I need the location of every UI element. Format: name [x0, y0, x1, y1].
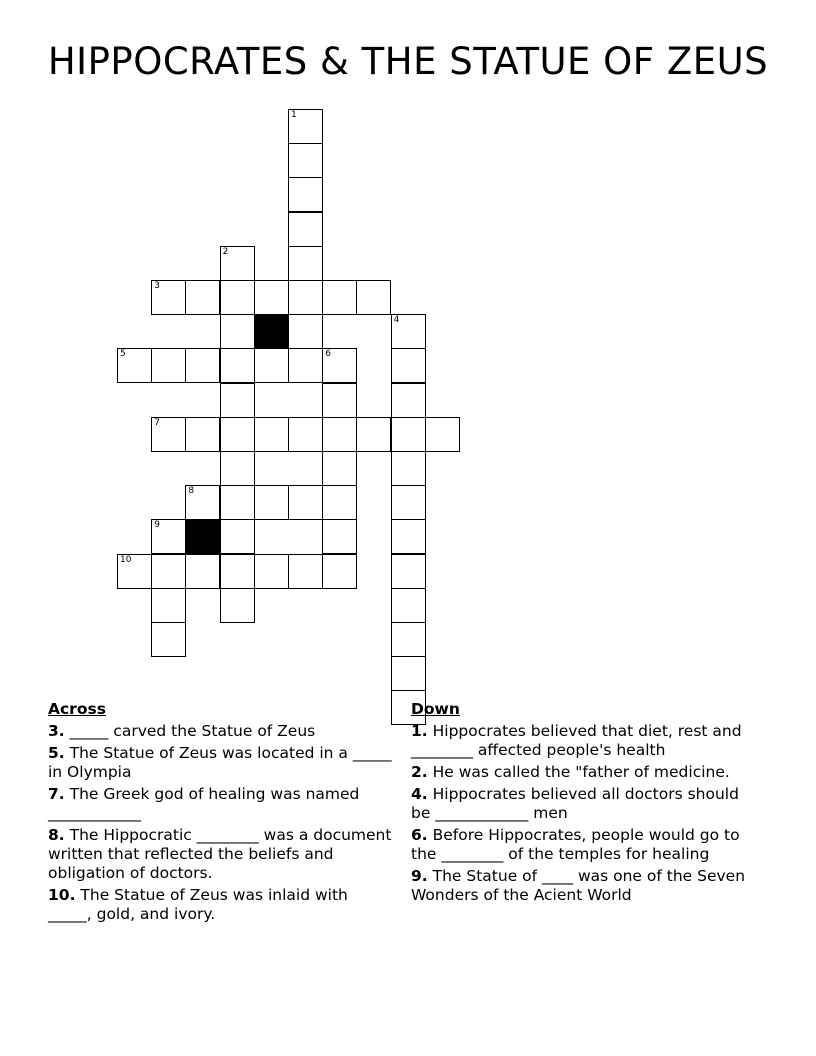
down-clues [411, 700, 756, 908]
cell-number: 9 [154, 520, 160, 531]
grid-cell[interactable] [288, 246, 323, 281]
clue-text: The Statue of Zeus was inlaid with _____, gold, and ivory. [48, 886, 348, 923]
clue-across-8 [48, 826, 393, 883]
clue-across-7 [48, 785, 393, 823]
grid-cell[interactable] [288, 143, 323, 178]
cell-number: 5 [120, 349, 126, 360]
grid-cell[interactable] [288, 280, 323, 315]
cell-number: 2 [222, 246, 229, 257]
grid-cell[interactable] [220, 280, 255, 315]
grid-cell[interactable] [185, 554, 220, 589]
clue-number: 9. [411, 867, 428, 885]
clue-text: He was called the "father of medicine. [432, 763, 730, 781]
clue-down-6 [411, 826, 756, 864]
grid-cell[interactable] [254, 417, 289, 452]
grid-cell[interactable] [185, 348, 220, 383]
across-clues [48, 700, 393, 927]
grid-cell[interactable] [288, 314, 323, 349]
grid-cell[interactable] [288, 212, 323, 247]
grid-cell[interactable] [220, 554, 255, 589]
grid-cell[interactable] [151, 519, 186, 554]
clue-number: 4. [411, 785, 428, 803]
clue-across-3 [48, 722, 393, 741]
grid-cell[interactable] [288, 417, 323, 452]
grid-cell[interactable] [391, 622, 426, 657]
clue-number: 5. [48, 744, 65, 762]
grid-cell[interactable] [254, 280, 289, 315]
grid-cell[interactable] [391, 656, 426, 691]
grid-cell[interactable] [220, 348, 255, 383]
grid-cell[interactable] [220, 519, 255, 554]
clue-text: The Greek god of healing was named ____________ [48, 785, 360, 822]
clue-text: _____ carved the Statue of Zeus [69, 722, 316, 740]
grid-cell[interactable] [391, 588, 426, 623]
clue-text: Before Hippocrates, people would go to the ________ of the temples for healing [411, 826, 740, 863]
grid-cell[interactable] [151, 348, 186, 383]
grid-cell[interactable] [391, 554, 426, 589]
grid-cell[interactable] [288, 177, 323, 212]
cell-number: 10 [120, 554, 132, 565]
grid-cell[interactable] [254, 485, 289, 520]
across-heading: Across [48, 700, 106, 718]
grid-cell[interactable] [220, 383, 255, 418]
grid-cell[interactable] [391, 519, 426, 554]
grid-cell[interactable] [151, 554, 186, 589]
grid-cell[interactable] [391, 314, 426, 349]
grid-cell[interactable] [185, 485, 220, 520]
grid-cell[interactable] [356, 280, 391, 315]
grid-cell[interactable] [322, 348, 357, 383]
grid-cell[interactable] [185, 417, 220, 452]
grid-cell[interactable] [288, 554, 323, 589]
grid-cell[interactable] [322, 417, 357, 452]
clue-number: 1. [411, 722, 428, 740]
grid-cell[interactable] [288, 348, 323, 383]
grid-cell[interactable] [391, 485, 426, 520]
clue-number: 10. [48, 886, 76, 904]
grid-cell[interactable] [322, 519, 357, 554]
grid-cell[interactable] [117, 554, 152, 589]
grid-cell[interactable] [220, 588, 255, 623]
grid-cell[interactable] [151, 622, 186, 657]
puzzle-title: HIPPOCRATES & THE STATUE OF ZEUS [47, 40, 769, 83]
grid-cell[interactable] [288, 109, 323, 144]
grid-cell[interactable] [322, 485, 357, 520]
grid-block [185, 519, 220, 554]
cell-number: 4 [393, 315, 400, 326]
clue-text: The Statue of Zeus was located in a _____ in Olympia [48, 744, 392, 781]
cell-number: 6 [325, 349, 331, 360]
grid-cell[interactable] [391, 348, 426, 383]
grid-cell[interactable] [322, 554, 357, 589]
grid-cell[interactable] [356, 417, 391, 452]
clue-down-2 [411, 763, 756, 782]
grid-cell[interactable] [425, 417, 460, 452]
grid-cell[interactable] [322, 451, 357, 486]
clue-number: 7. [48, 785, 65, 803]
clue-number: 2. [411, 763, 428, 781]
clue-text: The Hippocratic ________ was a document written that reflected the beliefs and obligation of doctors. [48, 826, 392, 882]
clue-across-5 [48, 744, 393, 782]
grid-cell[interactable] [220, 417, 255, 452]
clue-down-4 [411, 785, 756, 823]
clue-across-10 [48, 886, 393, 924]
grid-cell[interactable] [391, 417, 426, 452]
cell-number: 1 [291, 110, 297, 120]
clue-number: 8. [48, 826, 65, 844]
clue-text: The Statue of ____ was one of the Seven Wonders of the Acient World [411, 867, 746, 904]
grid-cell[interactable] [220, 246, 255, 281]
grid-cell[interactable] [220, 451, 255, 486]
grid-cell[interactable] [254, 554, 289, 589]
grid-cell[interactable] [220, 485, 255, 520]
clue-down-9 [411, 867, 756, 905]
cell-number: 7 [154, 417, 160, 428]
cell-number: 3 [154, 281, 160, 291]
cell-number: 8 [188, 486, 195, 497]
clue-number: 6. [411, 826, 428, 844]
down-heading: Down [411, 700, 460, 718]
clue-number: 3. [48, 722, 65, 740]
grid-cell[interactable] [254, 348, 289, 383]
grid-cell[interactable] [117, 348, 152, 383]
grid-cell[interactable] [391, 451, 426, 486]
grid-cell[interactable] [322, 383, 357, 418]
clue-text: Hippocrates believed all doctors should be ____________ men [411, 785, 739, 822]
grid-cell[interactable] [151, 588, 186, 623]
grid-cell[interactable] [322, 280, 357, 315]
grid-cell[interactable] [151, 280, 186, 315]
clue-text: Hippocrates believed that diet, rest and ________ affected people's health [411, 722, 742, 759]
grid-cell[interactable] [151, 417, 186, 452]
grid-cell[interactable] [220, 314, 255, 349]
grid-block [254, 314, 289, 349]
grid-cell[interactable] [391, 383, 426, 418]
grid-cell[interactable] [185, 280, 220, 315]
clue-down-1 [411, 722, 756, 760]
grid-cell[interactable] [288, 485, 323, 520]
